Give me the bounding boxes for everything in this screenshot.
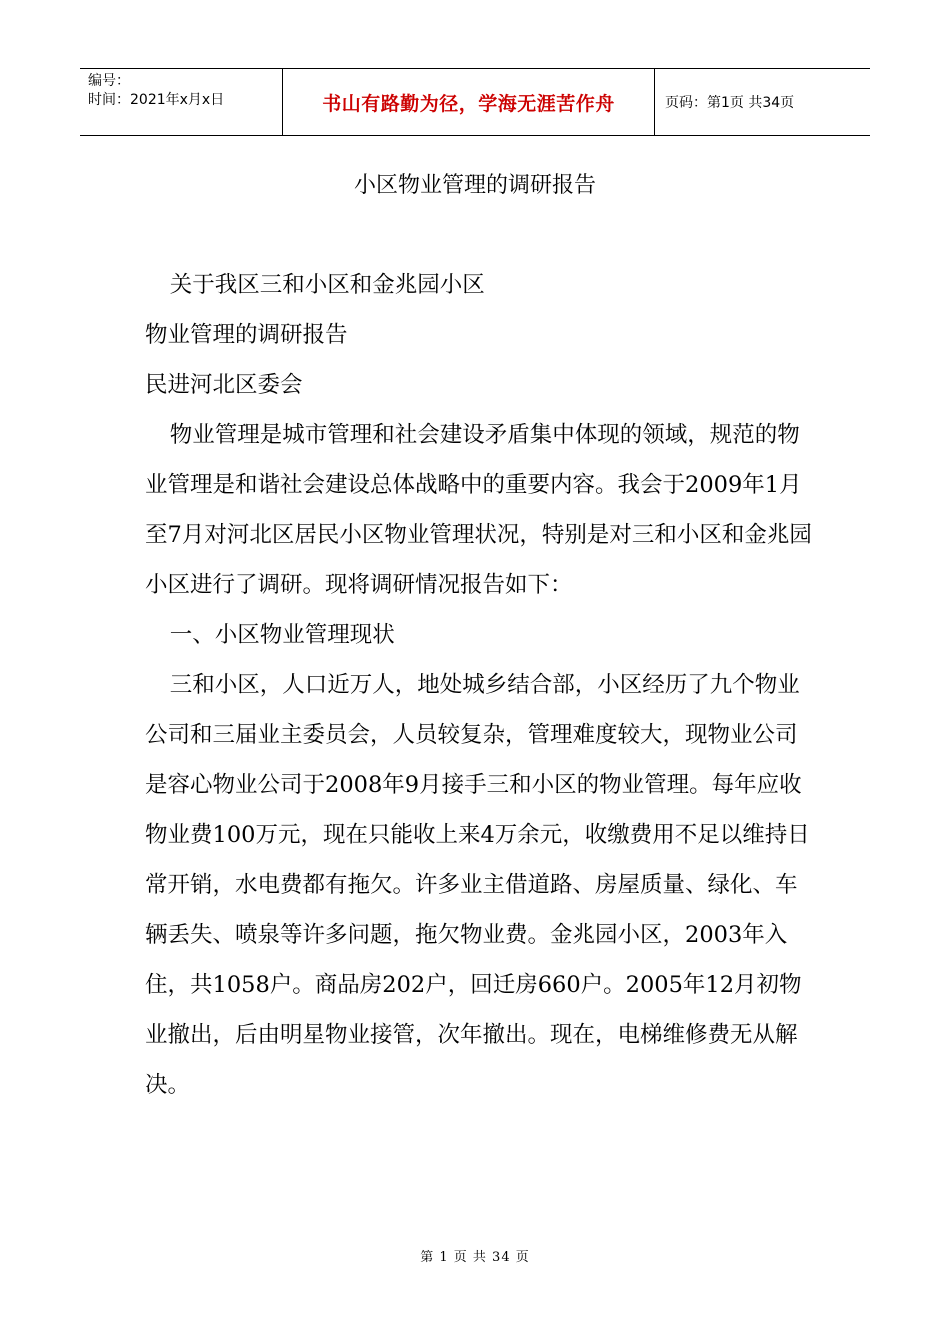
- paragraph-subtitle-2: 物业管理的调研报告: [145, 322, 348, 348]
- paragraph-intro: 物业管理是城市管理和社会建设矛盾集中体现的领域，规范的物业管理是和谐社会建设总体战略中的重要内容。我会于2009年1月至7月对河北区居民小区物业管理状况，特别是对三和小区和金兆园小区进行了调研。现将调研情况报告如下：: [145, 422, 812, 598]
- document-number-label: 编号：: [88, 73, 130, 89]
- document-title: 小区物业管理的调研报告: [353, 173, 596, 198]
- header-meta-cell: [80, 69, 283, 135]
- header-motto: 书山有路勤为径，学海无涯苦作舟: [283, 69, 655, 135]
- document-header: [80, 68, 870, 136]
- document-time-label: 时间：2021年x月x日: [88, 92, 225, 108]
- header-page-info: 页码：第1页 共34页: [665, 95, 795, 111]
- section-heading-1: 一、小区物业管理现状: [169, 622, 395, 648]
- paragraph-status: 三和小区，人口近万人，地处城乡结合部，小区经历了九个物业公司和三届业主委员会，人员较复杂，管理难度较大，现物业公司是容心物业公司于2008年9月接手三和小区的物业管理。每年应收物业费100万元，现在只能收上来4万余元，收缴费用不足以维持日常开销，水电费都有拖欠。许多业主借道路、房屋质量、绿化、车辆丢失、喷泉等许多问题，拖欠物业费。金兆园小区，2003年入住，共1058户。商品房202户，回迁房660户。2005年12月初物业撤出，后由明星物业接管，次年撤出。现在，电梯维修费无从解决。: [145, 672, 810, 1098]
- paragraph-author: 民进河北区委会: [145, 372, 303, 398]
- page-footer: 第 1 页 共 34 页: [420, 1250, 530, 1265]
- document-body: [145, 260, 815, 1110]
- paragraph-subtitle-1: 关于我区三和小区和金兆园小区: [169, 272, 485, 298]
